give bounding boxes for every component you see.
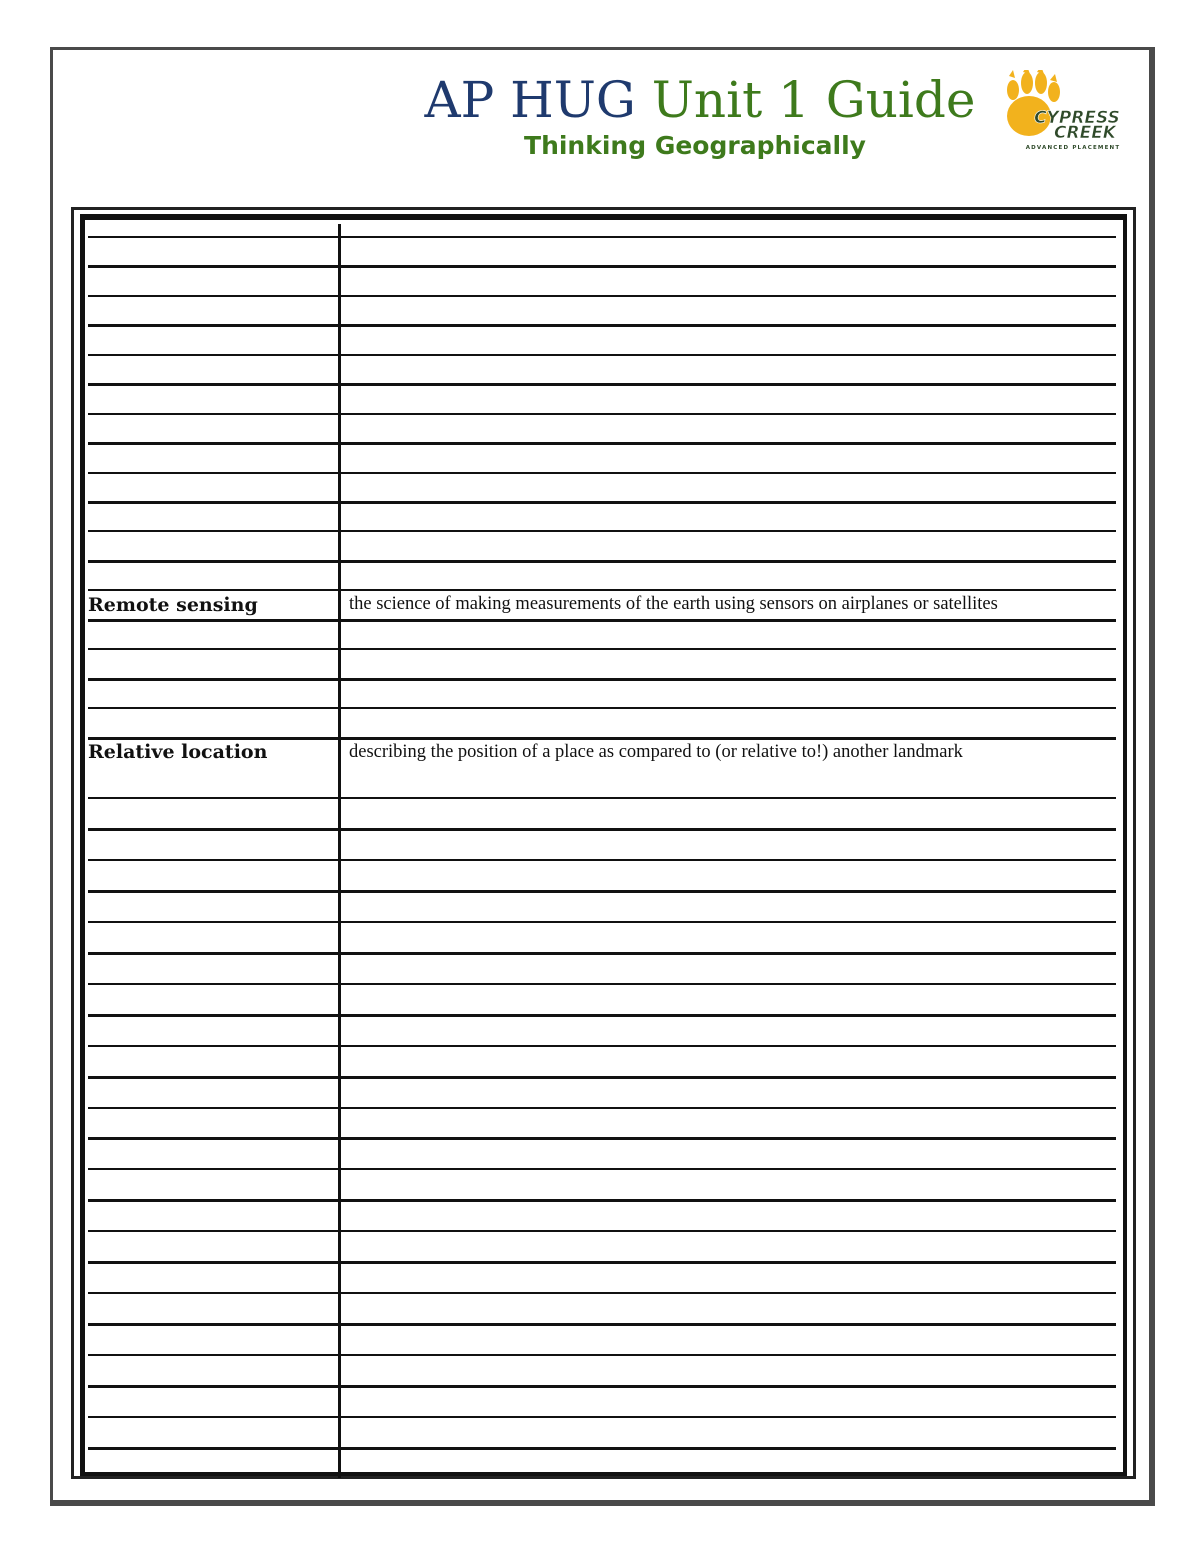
row-rule [88, 1107, 1116, 1109]
row-rule [88, 707, 1116, 709]
title-unit-guide: Unit 1 Guide [651, 71, 976, 129]
row-rule [88, 236, 1116, 238]
row-rule [88, 442, 1116, 445]
row-rule [88, 354, 1116, 356]
row-rule [88, 530, 1116, 532]
row-rule [88, 1230, 1116, 1232]
logo-line1: CYPRESS [1034, 108, 1120, 128]
row-rule [88, 1323, 1116, 1326]
row-rule [88, 1292, 1116, 1294]
row-rule [88, 1045, 1116, 1047]
row-rule [88, 1385, 1116, 1388]
row-rule [88, 383, 1116, 386]
row-rule [88, 1416, 1116, 1418]
row-rule [88, 921, 1116, 923]
row-rule [88, 501, 1116, 504]
row-rule [88, 1076, 1116, 1079]
row-rule [88, 560, 1116, 563]
row-rule [88, 1014, 1116, 1017]
row-rule [88, 413, 1116, 415]
term-relative-location: Relative location [88, 741, 268, 763]
title-ap-hug: AP HUG [424, 71, 652, 129]
page-subtitle: Thinking Geographically [524, 131, 866, 160]
cypress-creek-logo [1003, 70, 1133, 152]
row-rule [88, 983, 1116, 985]
page-title [330, 72, 1070, 128]
row-rule [88, 1199, 1116, 1202]
logo-tagline: ADVANCED PLACEMENT [1025, 145, 1121, 151]
row-rule [88, 1137, 1116, 1140]
row-rule [88, 265, 1116, 268]
row-rule [88, 952, 1116, 955]
term-remote-sensing: Remote sensing [88, 594, 258, 616]
row-rule [88, 295, 1116, 297]
row-rule [88, 324, 1116, 327]
row-rule [88, 797, 1116, 799]
definition-remote-sensing: the science of making measurements of the earth using sensors on airplanes or satellites [349, 594, 998, 614]
row-rule [88, 678, 1116, 681]
row-rule [88, 828, 1116, 831]
logo-line2: CREEK [1054, 123, 1116, 143]
row-rule [88, 472, 1116, 474]
glossary-table [80, 214, 1127, 1476]
row-rule [88, 619, 1116, 622]
definition-relative-location: describing the position of a place as compared to (or relative to!) another landmark [349, 742, 963, 762]
row-rule [88, 1168, 1116, 1170]
row-rule [88, 1354, 1116, 1356]
row-rule [88, 648, 1116, 650]
row-rule [88, 1261, 1116, 1264]
row-rule [88, 1447, 1116, 1450]
row-rule [88, 589, 1116, 591]
row-rule [88, 890, 1116, 893]
row-rule [88, 859, 1116, 861]
